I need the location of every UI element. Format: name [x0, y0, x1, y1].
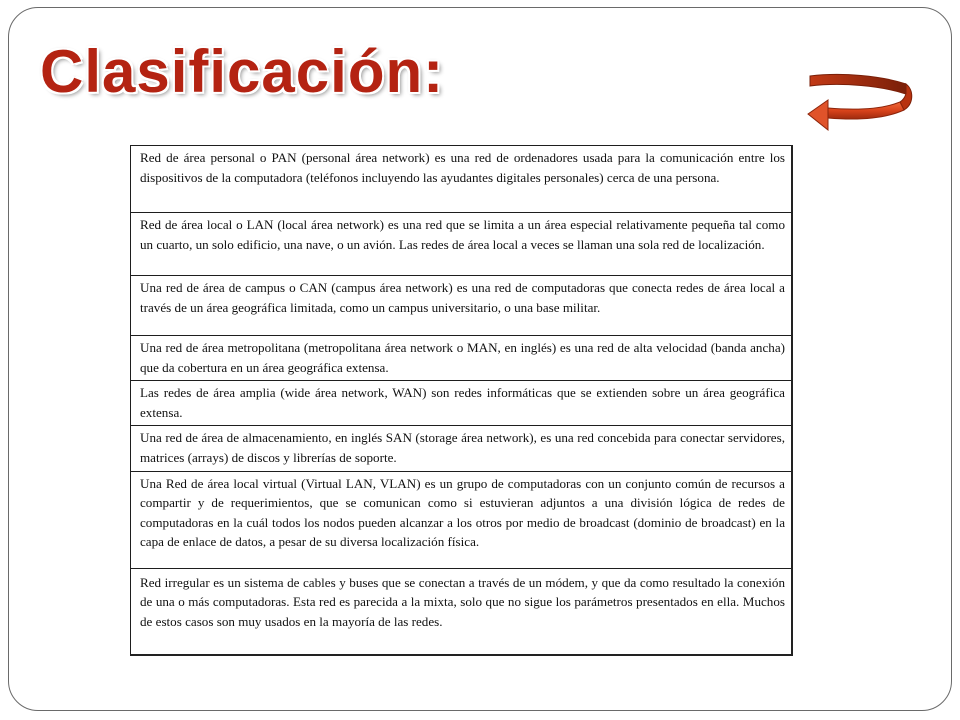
curved-back-arrow-icon[interactable]	[802, 70, 914, 140]
definition-lan: Red de área local o LAN (local área network) es una red que se limita a un área especial relativamente pequeña tal como un cuarto, un solo edificio, una nave, o un avión. Las redes de área local a veces se llaman una sola red de localización.	[131, 213, 793, 276]
table-row	[131, 471, 793, 568]
table-row	[131, 146, 793, 213]
table-row	[131, 426, 793, 471]
slide-title: Clasificación:	[40, 38, 445, 105]
definition-pan: Red de área personal o PAN (personal área network) es una red de ordenadores usada para la comunicación entre los dispositivos de la computadora (teléfonos incluyendo las ayudantes digitales personales) cerca de una persona.	[131, 146, 793, 213]
table-row	[131, 381, 793, 426]
definition-can: Una red de área de campus o CAN (campus área network) es una red de computadoras que conecta redes de área local a través de un área geográfica limitada, como un campus universitario, o una base militar.	[131, 276, 793, 336]
definition-man: Una red de área metropolitana (metropolitana área network o MAN, en inglés) es una red de alta velocidad (banda ancha) que da cobertura en un área geográfica extensa.	[131, 336, 793, 381]
definition-vlan: Una Red de área local virtual (Virtual LAN, VLAN) es un grupo de computadoras con un conjunto común de recursos a compartir y de requerimientos, que se comunican como si estuvieran adjuntos a una división lógica de redes de computadoras en la cuál todos los nodos pueden alcanzar a los otros por medio de broadcast (dominio de broadcast) en la capa de enlace de datos, a pesar de su diversa localización física.	[131, 471, 793, 568]
table-row	[131, 568, 793, 655]
definition-wan: Las redes de área amplia (wide área network, WAN) son redes informáticas que se extienden sobre un área geográfica extensa.	[131, 381, 793, 426]
definition-san: Una red de área de almacenamiento, en inglés SAN (storage área network), es una red concebida para conectar servidores, matrices (arrays) de discos y librerías de soporte.	[131, 426, 793, 471]
network-classification-table	[130, 145, 793, 656]
table-row	[131, 276, 793, 336]
definition-irregular: Red irregular es un sistema de cables y buses que se conectan a través de un módem, y que da como resultado la conexión de una o más computadoras. Esta red es parecida a la mixta, solo que no sigue los parámetros presentados en ella. Muchos de estos casos son muy usados en la mayoría de las redes.	[131, 568, 793, 655]
table-row	[131, 213, 793, 276]
table-row	[131, 336, 793, 381]
